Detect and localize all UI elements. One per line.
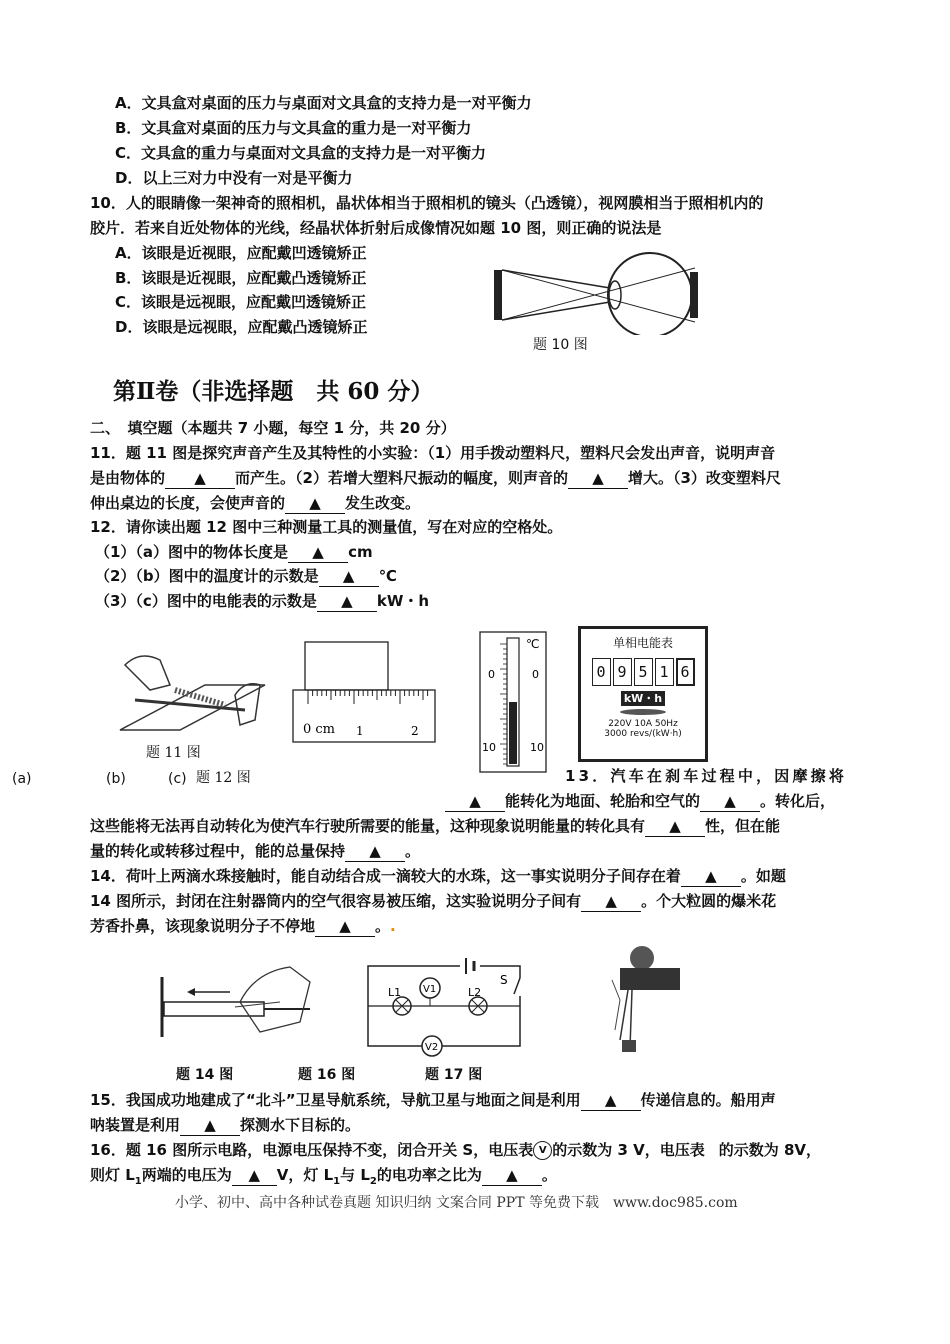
- q10-option-c: C．该眼是远视眼，应配戴凹透镜矫正: [115, 293, 367, 311]
- circuit-label-s: S: [500, 973, 508, 987]
- q14-blank-1[interactable]: ▲: [681, 866, 741, 887]
- fig12-caption: 题 12 图: [196, 770, 251, 786]
- thermo-label-right-0: 0: [532, 668, 539, 681]
- q16-blank-2[interactable]: ▲: [482, 1165, 542, 1186]
- q15-blank-1[interactable]: ▲: [581, 1090, 641, 1111]
- circuit-label-l1: L1: [388, 986, 402, 999]
- q11-line3: 伸出桌边的长度，会使声音的 ▲ 发生改变。: [90, 494, 421, 512]
- voltmeter-v1-icon: V: [533, 1141, 552, 1160]
- fig12-caption-b: (b): [106, 771, 126, 787]
- fig16-caption: 题 16 图: [298, 1067, 356, 1083]
- q12-blank-2[interactable]: ▲: [319, 566, 379, 587]
- thermo-label-right-10: 10: [530, 741, 544, 754]
- meter-digit-decimal: 6: [676, 658, 695, 686]
- fig12-caption-c: (c): [168, 771, 187, 787]
- q11-line1: 11．题 11 图是探究声音产生及其特性的小实验：（1）用手拨动塑料尺，塑料尺会发出声音，说明声音: [90, 444, 776, 462]
- q9-option-d: D．以上三对力中没有一对是平衡力: [115, 169, 353, 187]
- fig10-caption: 题 10 图: [533, 337, 588, 353]
- fig14-syringe-image: [160, 962, 320, 1042]
- fig17-caption: 题 17 图: [425, 1067, 483, 1083]
- q15-line2: 呐装置是利用 ▲ 探测水下目标的。: [90, 1116, 361, 1134]
- circuit-label-v1: V1: [423, 984, 437, 995]
- thermo-unit: ℃: [526, 637, 540, 651]
- page-footer: 小学、初中、高中各种试卷真题 知识归纳 文案合同 PPT 等免费下载 www.doc985.com: [175, 1195, 738, 1211]
- q16-blank-1[interactable]: ▲: [232, 1165, 277, 1186]
- q12-blank-3[interactable]: ▲: [317, 591, 377, 612]
- q10-option-d: D．该眼是远视眼，应配戴凸透镜矫正: [115, 318, 368, 336]
- part2-header: 二、 填空题（本题共 7 小题，每空 1 分，共 20 分）: [90, 419, 456, 437]
- q9-option-a: A．文具盒对桌面的压力与桌面对文具盒的支持力是一对平衡力: [115, 94, 532, 112]
- eye-diagram-figure: [490, 250, 715, 335]
- meter-digits: [581, 658, 705, 686]
- q13-blank-2[interactable]: ▲: [700, 791, 760, 812]
- q13-line4: 量的转化或转移过程中，能的总量保持 ▲ 。: [90, 842, 421, 860]
- circuit-label-l2: L2: [468, 986, 482, 999]
- q13-blank-1[interactable]: ▲: [445, 791, 505, 812]
- fig11-caption: 题 11 图: [146, 745, 201, 761]
- q11-blank-2[interactable]: ▲: [568, 468, 628, 489]
- fig17-experiment-image: [600, 940, 700, 1060]
- q12-item2: （2）（b）图中的温度计的示数是 ▲ ℃: [95, 567, 397, 585]
- q14-blank-3[interactable]: ▲: [315, 916, 375, 937]
- ruler-label-0: 0 cm: [303, 722, 336, 737]
- ruler-label-1: 1: [356, 724, 364, 738]
- circuit-label-v2: V2: [425, 1042, 439, 1053]
- fig12b-thermometer: [478, 630, 550, 775]
- q13-line3: 这些能将无法再自动转化为使汽车行驶所需要的能量，这种现象说明能量的转化具有 ▲ 性，但在能: [90, 817, 781, 835]
- q12-blank-1[interactable]: ▲: [288, 542, 348, 563]
- q12-line1: 12．请你读出题 12 图中三种测量工具的测量值，写在对应的空格处。: [90, 518, 563, 536]
- fig16-circuit-diagram: [360, 948, 530, 1058]
- q11-blank-1[interactable]: ▲: [165, 468, 235, 489]
- q16-line1: 16．题 16 图所示电路，电源电压保持不变，闭合开关 S，电压表 V 的示数为 3 V，电压表 的示数为 8V，: [90, 1141, 822, 1159]
- fig11-ruler-pluck-image: [115, 645, 270, 735]
- q13-line1: 13．汽车在刹车过程中，因摩擦将: [565, 767, 848, 785]
- fig12-caption-a: (a): [12, 771, 32, 787]
- meter-digit: 9: [613, 658, 632, 686]
- q11-blank-3[interactable]: ▲: [285, 493, 345, 514]
- q12-item1: （1）（a）图中的物体长度是 ▲ cm: [95, 543, 373, 561]
- q14-line1: 14．荷叶上两滴水珠接触时，能自动结合成一滴较大的水珠，这一事实说明分子间存在着 ▲ 。如题: [90, 867, 786, 885]
- meter-spec1: 220V 10A 50Hz: [608, 719, 678, 729]
- q15-blank-2[interactable]: ▲: [180, 1115, 240, 1136]
- meter-spec2: 3000 revs/(kW·h): [604, 729, 682, 739]
- q13-blank-4[interactable]: ▲: [345, 841, 405, 862]
- q10-option-b: B．该眼是近视眼，应配戴凸透镜矫正: [115, 269, 367, 287]
- meter-title: 单相电能表: [612, 636, 673, 650]
- meter-disc-icon: [620, 709, 666, 715]
- q13-blank-3[interactable]: ▲: [645, 816, 705, 837]
- meter-digit: 1: [655, 658, 674, 686]
- q14-line3: 芳香扑鼻，该现象说明分子不停地 ▲ 。.: [90, 917, 396, 935]
- q14-blank-2[interactable]: ▲: [581, 891, 641, 912]
- fig14-caption: 题 14 图: [176, 1067, 234, 1083]
- q10-option-a: A．该眼是近视眼，应配戴凹透镜矫正: [115, 244, 367, 262]
- ruler-label-2: 2: [411, 724, 419, 738]
- section-title: 第Ⅱ卷（非选择题 共 60 分）: [113, 378, 434, 405]
- fig12a-ruler: [290, 640, 440, 745]
- q9-option-c: C．文具盒的重力与桌面对文具盒的支持力是一对平衡力: [115, 144, 487, 162]
- thermo-label-left-10: 10: [482, 741, 496, 754]
- q9-option-b: B．文具盒对桌面的压力与文具盒的重力是一对平衡力: [115, 119, 472, 137]
- q16-line2: 则灯 $L_1$两端的电压为 ▲ V，灯 $L_1$与 $L_2$的电功率之比为 ▲ 。: [90, 1166, 557, 1187]
- meter-digit: 0: [592, 658, 611, 686]
- q10-stem-line1: 10．人的眼睛像一架神奇的照相机，晶状体相当于照相机的镜头（凸透镜），视网膜相当于照相机内的: [90, 194, 764, 212]
- q14-line2: 14 图所示，封闭在注射器筒内的空气很容易被压缩，这实验说明分子间有 ▲ 。个大粒圆的爆米花: [90, 892, 777, 910]
- q12-item3: （3）（c）图中的电能表的示数是 ▲ kW・h: [95, 592, 430, 610]
- meter-digit: 5: [634, 658, 653, 686]
- thermo-label-left-0: 0: [488, 668, 495, 681]
- meter-unit: kW・h: [621, 691, 665, 706]
- q13-line2: ▲ 能转化为地面、轮胎和空气的 ▲ 。转化后，: [445, 791, 835, 812]
- q11-line2: 是由物体的 ▲ 而产生。（2）若增大塑料尺振动的幅度，则声音的 ▲ 增大。（3）改变塑料尺: [90, 469, 781, 487]
- q15-line1: 15．我国成功地建成了“北斗”卫星导航系统，导航卫星与地面之间是利用 ▲ 传递信息的。船用声: [90, 1091, 776, 1109]
- fig12c-electricity-meter: [578, 626, 708, 762]
- q10-stem-line2: 胶片．若来自近处物体的光线，经晶状体折射后成像情况如题 10 图，则正确的说法是: [90, 219, 662, 237]
